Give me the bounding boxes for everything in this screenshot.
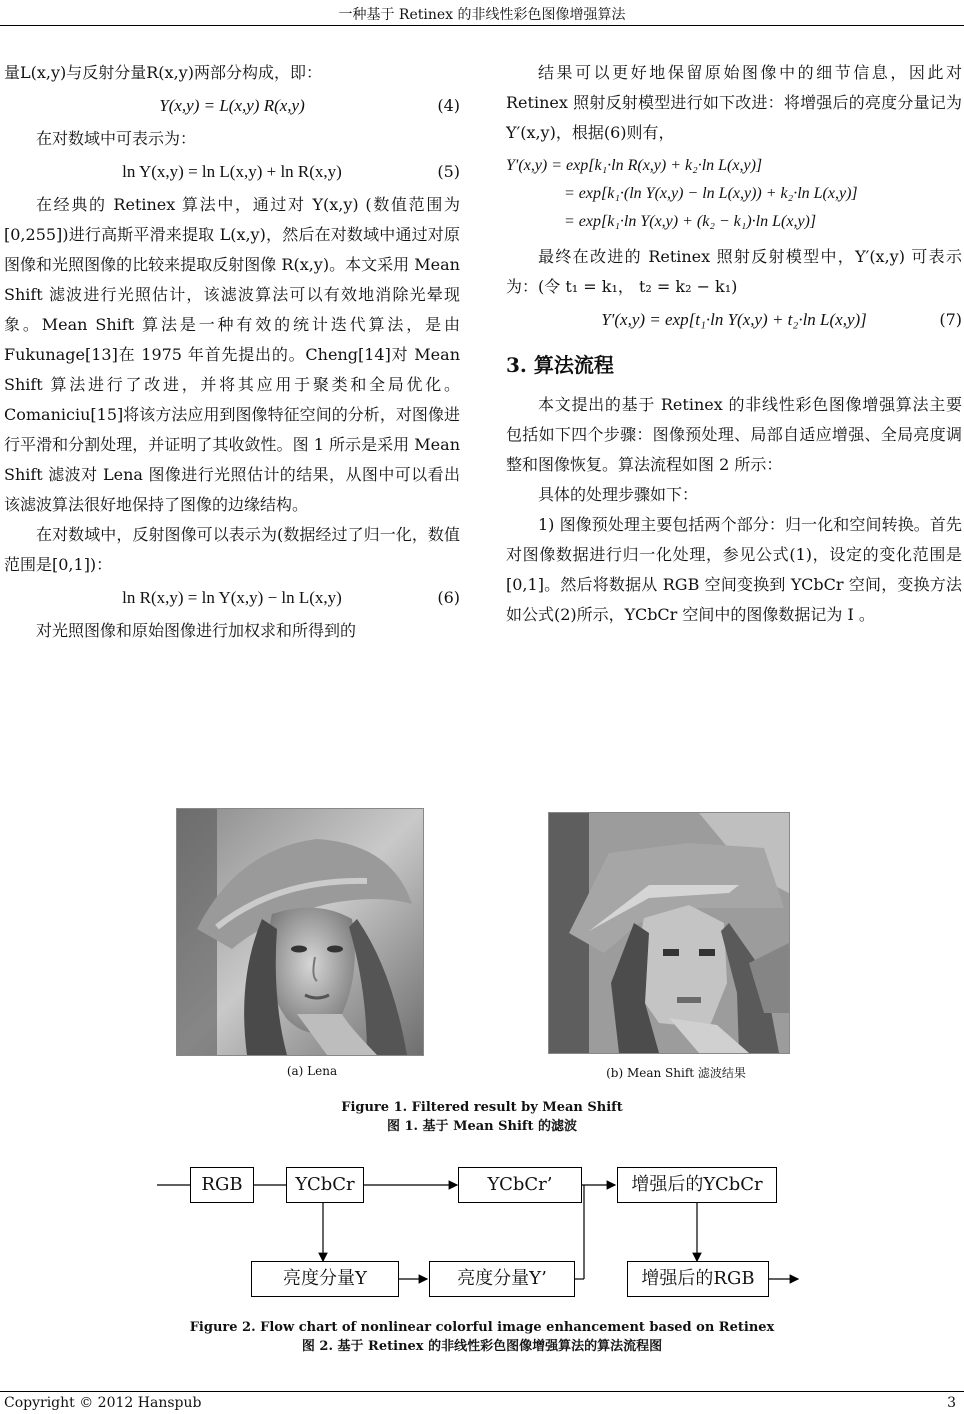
footer-page-number: 3 (947, 1395, 956, 1411)
figure-1b-caption: (b) Mean Shift 滤波结果 (606, 1066, 746, 1080)
right-column (506, 58, 962, 630)
derivation-line-3: = exp[k₁·ln Y(x,y) + (k₂ − k₁)·ln L(x,y)] (564, 213, 817, 230)
equation-5-number: (5) (437, 162, 460, 181)
flow-box-luminance-y-prime: 亮度分量Y’ (429, 1261, 575, 1297)
running-header: 一种基于 Retinex 的非线性彩色图像增强算法 (338, 7, 626, 23)
left-para-1: 量L(x,y)与反射分量R(x,y)两部分构成，即： (4, 63, 322, 82)
footer-copyright: Copyright © 2012 Hanspub (4, 1395, 202, 1411)
equation-4-number: (4) (437, 96, 460, 115)
right-para-2: 最终在改进的 Retinex 照射反射模型中，Y′(x,y) 可表示为：(令 t₁ = k₁， t₂ = k₂ − k₁) (506, 247, 962, 296)
figure-2-title-zh: 图 2. 基于 Retinex 的非线性彩色图像增强算法的算法流程图 (301, 1339, 663, 1354)
section-heading-3: 3. 算法流程 (506, 353, 614, 377)
derivation-line-1: Y′(x,y) = exp[k₁·ln R(x,y) + k₂·ln L(x,y)] (506, 157, 763, 174)
flow-box-luminance-y: 亮度分量Y (251, 1261, 399, 1297)
equation-4 (4, 88, 460, 124)
flow-box-rgb: RGB (190, 1167, 254, 1203)
equation-6-number: (6) (437, 588, 460, 607)
equation-5 (4, 154, 460, 190)
figure-1-title-en: Figure 1. Filtered result by Mean Shift (341, 1100, 623, 1115)
right-para-4: 具体的处理步骤如下： (538, 485, 699, 504)
left-column (4, 58, 460, 646)
left-para-3: 在经典的 Retinex 算法中，通过对 Y(x,y) (数值范围为[0,255])进行高斯平滑来提取 L(x,y)，然后在对数域中通过对原图像和光照图像的比较来提取反射图像 R(x,y)。本文采用 Mean Shift 滤波进行光照估计，该滤波算法可以有效地消除光晕现象。Mean Shift 算法是一种有效的统计迭代算法，是由 Fukunage[13]在 1975 年首先提出的。Cheng[14]对 Mean Shift 算法进行了改进，并将其应用于聚类和全局优化。Comaniciu[15]将该方法应用到图像特征空间的分析，对图像进行平滑和分割处理，并证明了其收敛性。图 1 所示是采用 Mean Shift 滤波对 Lena 图像进行光照估计的结果，从图中可以看出该滤波算法很好地保持了图像的边缘结构。 (4, 195, 460, 514)
footer-rule (0, 1391, 964, 1392)
mean-shift-result-image (548, 812, 790, 1054)
flow-box-ycbcr-prime: YCbCr’ (458, 1167, 582, 1203)
equation-6 (4, 580, 460, 616)
left-para-2: 在对数域中可表示为： (36, 129, 197, 148)
left-para-5: 对光照图像和原始图像进行加权求和所得到的 (36, 621, 357, 640)
header-rule (0, 25, 964, 26)
lena-original-image (176, 808, 424, 1056)
derivation-line-2: = exp[k₁·(ln Y(x,y) − ln L(x,y)) + k₂·ln L(x,y)] (564, 185, 858, 202)
equation-7-body: Y′(x,y) = exp[t₁·ln Y(x,y) + t₂·ln L(x,y)] (601, 310, 867, 329)
figure-2-title-en: Figure 2. Flow chart of nonlinear colorful image enhancement based on Retinex (189, 1320, 775, 1335)
equation-5-body: ln Y(x,y) = ln L(x,y) + ln R(x,y) (122, 162, 342, 181)
equation-6-body: ln R(x,y) = ln Y(x,y) − ln L(x,y) (122, 588, 342, 607)
right-para-3: 本文提出的基于 Retinex 的非线性彩色图像增强算法主要包括如下四个步骤：图像预处理、局部自适应增强、全局亮度调整和图像恢复。算法流程如图 2 所示： (506, 395, 962, 474)
left-para-4: 在对数域中，反射图像可以表示为(数据经过了归一化，数值范围是[0,1])： (4, 525, 460, 574)
flow-box-enhanced-rgb: 增强后的RGB (627, 1261, 769, 1297)
equation-7 (506, 302, 962, 338)
derivation-block (506, 152, 962, 236)
equation-7-number: (7) (939, 310, 962, 329)
right-para-5: 1) 图像预处理主要包括两个部分：归一化和空间转换。首先对图像数据进行归一化处理，参见公式(1)，设定的变化范围是[0,1]。然后将数据从 RGB 空间变换到 YCbCr 空间，变换方法如公式(2)所示，YCbCr 空间中的图像数据记为 I 。 (506, 515, 962, 624)
equation-4-body: Y(x,y) = L(x,y) R(x,y) (159, 96, 305, 115)
right-para-1: 结果可以更好地保留原始图像中的细节信息，因此对 Retinex 照射反射模型进行如下改进：将增强后的亮度分量记为Y′(x,y)，根据(6)则有， (506, 63, 962, 142)
figure-1a-caption: (a) Lena (286, 1064, 338, 1078)
flow-box-enhanced-ycbcr: 增强后的YCbCr (617, 1167, 777, 1203)
figure-1-title-zh: 图 1. 基于 Mean Shift 的滤波 (386, 1119, 578, 1134)
flow-box-ycbcr: YCbCr (286, 1167, 364, 1203)
